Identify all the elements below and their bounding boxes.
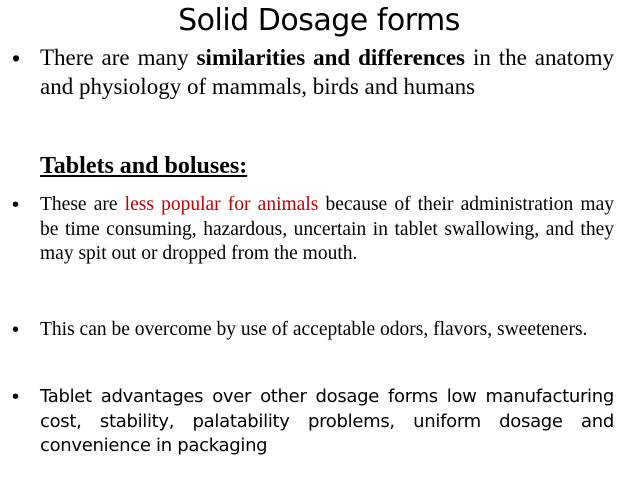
bullet-advantages	[12, 385, 614, 459]
bullet-dot-icon: •	[12, 386, 19, 408]
bullet-text-pre: These are	[40, 194, 125, 215]
bullet-less-popular	[12, 193, 614, 267]
bullet-dot-icon: •	[12, 45, 21, 71]
bullet-overcome	[12, 318, 614, 343]
bullet-dot-icon: •	[12, 319, 20, 341]
section-heading: Tablets and boluses:	[40, 153, 248, 179]
bullet-text-post: in the anatomy and physiology of mammals, birds and humans	[40, 45, 614, 99]
bullet-text-pre: There are many	[40, 45, 197, 70]
bullet-similarities	[12, 44, 614, 101]
bullet-text-bold: similarities and differences	[196, 45, 466, 70]
bullet-text-highlight: less popular for animals	[124, 194, 319, 215]
bullet-text: Tablet advantages over other dosage forms low manufacturing cost, stability, palatability problems, uniform dosage and convenience in packaging	[40, 386, 614, 456]
bullet-dot-icon: •	[12, 194, 20, 216]
bullet-text-post: because of their administration may be time consuming, hazardous, uncertain in tablet swallowing, and they may spit out or dropped from the mouth.	[40, 194, 614, 265]
slide-title: Solid Dosage forms	[178, 3, 460, 38]
bullet-text: This can be overcome by use of acceptable odors, flavors, sweeteners.	[40, 319, 588, 340]
